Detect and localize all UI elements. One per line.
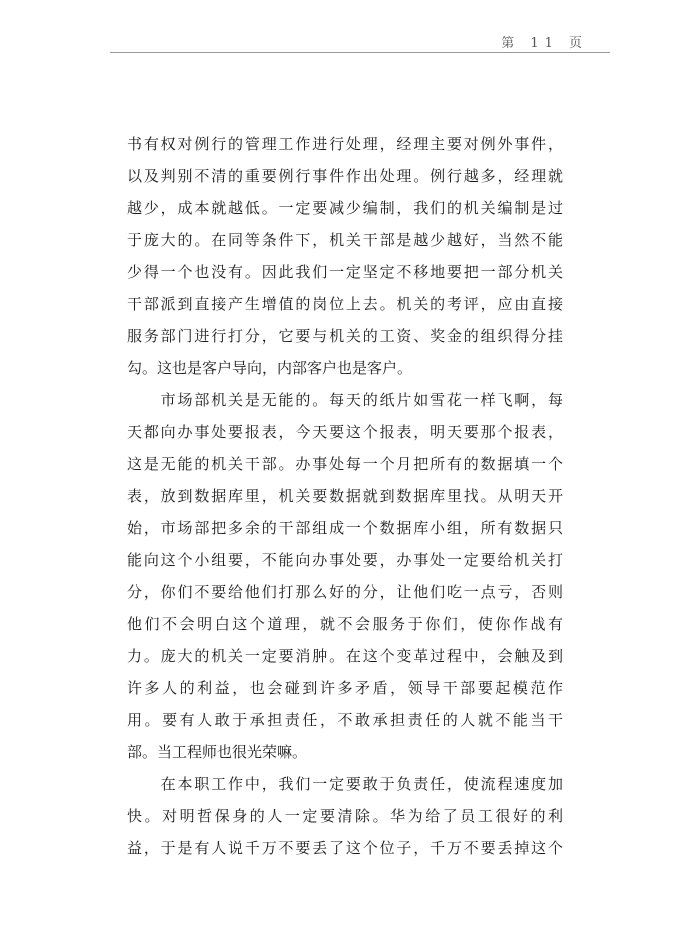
text-line: 服务部门进行打分，它要与机关的工资、奖金的组织得分挂 bbox=[127, 327, 563, 345]
text-line: 分，你们不要给他们打那么好的分，让他们吃一点亏，否则 bbox=[127, 583, 563, 601]
text-line: 少得一个也没有。因此我们一定坚定不移地要把一部分机关 bbox=[127, 263, 563, 281]
text-line: 快。对明哲保身的人一定要清除。华为给了员工很好的利 bbox=[127, 807, 563, 825]
text-line: 他们不会明白这个道理，就不会服务于你们，使你作战有 bbox=[127, 615, 563, 633]
text-line: 能向这个小组要，不能向办事处要，办事处一定要给机关打 bbox=[127, 551, 563, 569]
text-line: 书有权对例行的管理工作进行处理，经理主要对例外事件， bbox=[127, 135, 563, 153]
text-line: 部。当工程师也很光荣嘛。 bbox=[127, 743, 308, 761]
paragraph bbox=[127, 128, 563, 384]
text-line: 始，市场部把多余的干部组成一个数据库小组，所有数据只 bbox=[127, 519, 563, 537]
text-line: 许多人的利益，也会碰到许多矛盾，领导干部要起模范作 bbox=[127, 679, 563, 697]
text-line: 勾。这也是客户导向，内部客户也是客户。 bbox=[127, 359, 413, 377]
text-line: 越少，成本就越低。一定要减少编制，我们的机关编制是过 bbox=[127, 199, 563, 217]
text-line: 这是无能的机关干部。办事处每一个月把所有的数据填一个 bbox=[127, 455, 563, 473]
paragraph bbox=[127, 768, 563, 864]
text-line: 用。要有人敢于承担责任，不敢承担责任的人就不能当干 bbox=[127, 711, 563, 729]
text-line: 于庞大的。在同等条件下，机关干部是越少越好，当然不能 bbox=[127, 231, 563, 249]
text-line: 市场部机关是无能的。每天的纸片如雪花一样飞啊，每 bbox=[127, 391, 563, 409]
text-line: 干部派到直接产生增值的岗位上去。机关的考评，应由直接 bbox=[127, 295, 563, 313]
page-header bbox=[110, 28, 610, 53]
document-body bbox=[127, 128, 563, 864]
text-line: 力。庞大的机关一定要消肿。在这个变革过程中，会触及到 bbox=[127, 647, 563, 665]
text-line: 天都向办事处要报表，今天要这个报表，明天要那个报表， bbox=[127, 423, 563, 441]
text-line: 益，于是有人说千万不要丢了这个位子，千万不要丢掉这个 bbox=[127, 839, 563, 857]
text-line: 在本职工作中，我们一定要敢于负责任，使流程速度加 bbox=[127, 775, 563, 793]
page-number: 第 11 页 bbox=[501, 36, 588, 51]
text-line: 表，放到数据库里，机关要数据就到数据库里找。从明天开 bbox=[127, 487, 563, 505]
text-line: 以及判别不清的重要例行事件作出处理。例行越多，经理就 bbox=[127, 167, 563, 185]
paragraph bbox=[127, 384, 563, 768]
